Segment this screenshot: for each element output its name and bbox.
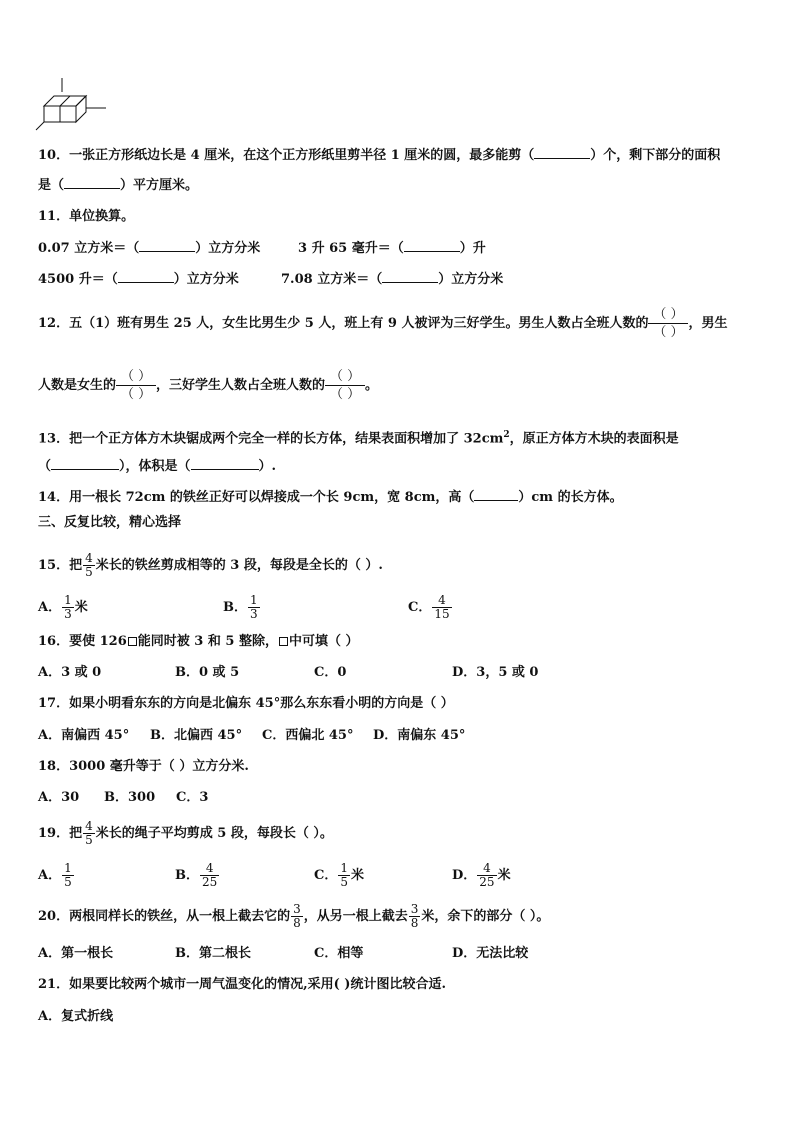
question-10-line2: 是（ ）平方厘米。	[38, 178, 199, 193]
answer-blank[interactable]	[51, 457, 119, 470]
answer-blank[interactable]	[118, 270, 174, 283]
answer-blank[interactable]	[139, 239, 195, 252]
q17-option-b[interactable]: B．北偏西 45°	[150, 728, 243, 743]
question-12-line1: 12．五（1）班有男生 25 人，女生比男生少 5 人，班上有 9 人被评为三好学生。男生人数占全班人数的 （ ） （ ） ，男生	[38, 307, 728, 340]
question-11-d: 7.08 立方米＝（ ）立方分米	[281, 272, 504, 287]
question-13-line1: 13．把一个正方体方木块锯成两个完全一样的长方体，结果表面积增加了 $32cm^2$，原正方体方木块的表面积是	[38, 430, 679, 447]
q16-option-c[interactable]: C．0	[314, 665, 347, 680]
question-15: 15．把 $\frac{4}{5}$ 米长的铁丝剪成相等的 3 段，每段是全长的（ ）.	[38, 551, 383, 579]
q18-option-c[interactable]: C．3	[176, 790, 209, 805]
q20-option-d[interactable]: D．无法比较	[452, 946, 529, 961]
q15-option-c[interactable]: C． $\frac{4}{15}$	[408, 593, 450, 621]
q18-option-b[interactable]: B．300	[104, 790, 156, 805]
q15-option-b[interactable]: B． $\frac{1}{3}$	[223, 593, 258, 621]
q16-option-d[interactable]: D．3，5 或 0	[452, 665, 539, 680]
question-11-b: 3 升 65 毫升＝（ ）升	[298, 241, 486, 256]
question-18: 18．3000 毫升等于（ ）立方分米.	[38, 759, 249, 774]
question-16: 16．要使 126 能同时被 3 和 5 整除， 中可填（ ）	[38, 634, 359, 649]
q17-option-a[interactable]: A．南偏西 45°	[38, 728, 130, 743]
answer-blank[interactable]	[191, 457, 259, 470]
question-11-title: 11．单位换算。	[38, 209, 135, 224]
question-20: 20．两根同样长的铁丝，从一根上截去它的 $\frac{3}{8}$ ，从另一根上截去 $\frac{3}{8}$ 米，余下的部分（ ）。	[38, 902, 550, 930]
question-11-a: 0.07 立方米＝（ ）立方分米	[38, 241, 261, 256]
q18-option-a[interactable]: A．30	[38, 790, 80, 805]
q17-option-d[interactable]: D．南偏东 45°	[373, 728, 466, 743]
section-3-title: 三、反复比较，精心选择	[38, 515, 182, 530]
question-11-c: 4500 升＝（ ）立方分米	[38, 272, 239, 287]
answer-blank[interactable]	[474, 488, 518, 501]
question-12-line2: 人数是女生的 （ ） （ ） ，三好学生人数占全班人数的 （ ） （ ） 。	[38, 369, 379, 402]
q17-option-c[interactable]: C．西偏北 45°	[262, 728, 354, 743]
q19-option-c[interactable]: C． $\frac{1}{5}$ 米	[314, 861, 365, 889]
question-14: 14．用一根长 72cm 的铁丝正好可以焊接成一个长 9cm，宽 8cm，高（ ）cm 的长方体。	[38, 490, 623, 505]
q19-option-a[interactable]: A． $\frac{1}{5}$	[38, 861, 72, 889]
box-placeholder	[279, 637, 288, 646]
q20-option-b[interactable]: B．第二根长	[175, 946, 251, 961]
question-17: 17．如果小明看东东的方向是北偏东 45°那么东东看小明的方向是（ ）	[38, 696, 454, 711]
question-10-line1: 10．一张正方形纸边长是 4 厘米，在这个正方形纸里剪半径 1 厘米的圆，最多能剪（ ）个，剩下部分的面积	[38, 148, 721, 163]
q21-option-a[interactable]: A．复式折线	[38, 1009, 114, 1024]
question-19: 19．把 $\frac{4}{5}$ 米长的绳子平均剪成 5 段，每段长（ ）。	[38, 819, 333, 847]
fraction-blank[interactable]: （ ） （ ）	[325, 368, 365, 403]
q16-option-a[interactable]: A．3 或 0	[38, 665, 102, 680]
fraction-blank[interactable]: （ ） （ ）	[648, 306, 688, 341]
answer-blank[interactable]	[64, 176, 120, 189]
answer-blank[interactable]	[382, 270, 438, 283]
q15-option-a[interactable]: A． $\frac{1}{3}$ 米	[38, 593, 88, 621]
box-placeholder	[128, 637, 137, 646]
answer-blank[interactable]	[404, 239, 460, 252]
question-13-line2: （ ），体积是（ ）.	[38, 459, 277, 474]
q20-option-c[interactable]: C．相等	[314, 946, 364, 961]
unit-cubes-figure	[34, 78, 114, 134]
answer-blank[interactable]	[534, 146, 590, 159]
q19-option-b[interactable]: B． $\frac{4}{25}$	[175, 861, 218, 889]
question-21: 21．如果要比较两个城市一周气温变化的情况,采用( )统计图比较合适.	[38, 977, 446, 992]
fraction: $\frac{4}{5}$	[85, 551, 93, 579]
q16-option-b[interactable]: B．0 或 5	[175, 665, 240, 680]
q20-option-a[interactable]: A．第一根长	[38, 946, 114, 961]
q19-option-d[interactable]: D． $\frac{4}{25}$ 米	[452, 861, 511, 889]
fraction-blank[interactable]: （ ） （ ）	[116, 368, 156, 403]
